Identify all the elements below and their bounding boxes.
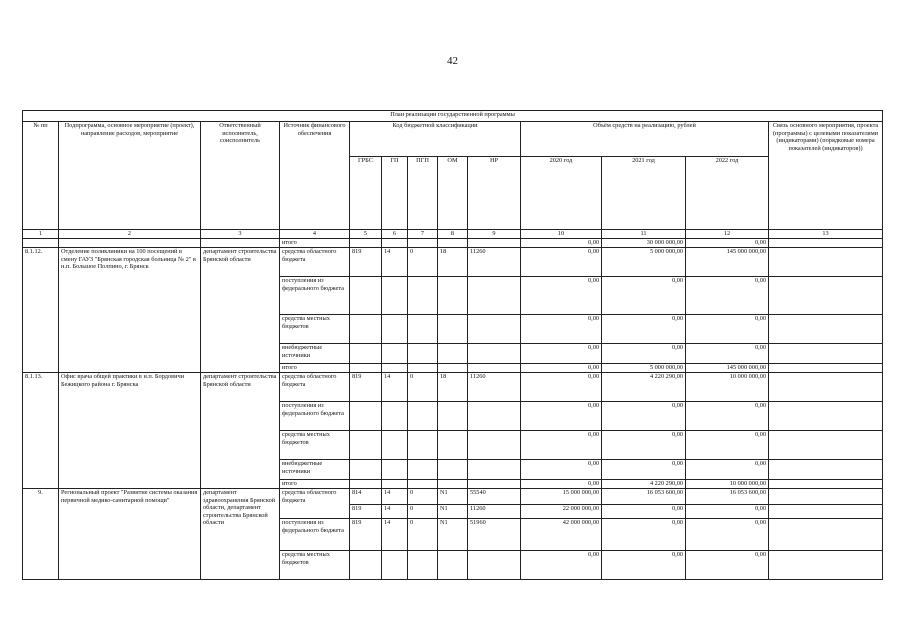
value-2021: 5 000 000,00 bbox=[602, 364, 686, 373]
value-2021: 0,00 bbox=[602, 505, 686, 519]
om-cell: N1 bbox=[438, 519, 468, 551]
value-2022: 0,00 bbox=[686, 551, 769, 580]
value-2020: 0,00 bbox=[521, 551, 602, 580]
value-2022: 0,00 bbox=[686, 315, 769, 344]
value-2020: 42 000 000,00 bbox=[521, 519, 602, 551]
np-cell: 11260 bbox=[468, 248, 521, 277]
gp-cell: 14 bbox=[382, 373, 408, 402]
col-number: 2 bbox=[59, 230, 201, 239]
row-number: 8.1.12. bbox=[23, 248, 59, 373]
grbs-cell: 819 bbox=[350, 248, 382, 277]
col-number: 9 bbox=[468, 230, 521, 239]
value-2021: 0,00 bbox=[602, 551, 686, 580]
value-2020: 0,00 bbox=[521, 460, 602, 480]
gp-cell: 14 bbox=[382, 248, 408, 277]
header-link: Связь основного мероприятия, проекта (программы) с целевыми показателями (индикаторами) (порядковые номера показателей (индикаторов)) bbox=[769, 122, 883, 230]
source-cell: внебюджетные источники bbox=[280, 460, 350, 480]
header-2020: 2020 год bbox=[521, 157, 602, 230]
col-number: 5 bbox=[350, 230, 382, 239]
plan-table-container bbox=[22, 110, 883, 580]
measure-name: Отделение поликлиники на 100 посещений в смену ГАУЗ "Брянская городская больница № 2" в н.п. Большое Полпино, г. Брянск bbox=[59, 248, 201, 373]
grbs-cell: 814 bbox=[350, 489, 382, 505]
value-2022: 0,00 bbox=[686, 505, 769, 519]
om-cell: N1 bbox=[438, 489, 468, 505]
source-cell: поступления из федерального бюджета bbox=[280, 277, 350, 315]
np-cell: 55540 bbox=[468, 489, 521, 505]
value-2021: 4 220 290,00 bbox=[602, 480, 686, 489]
col-number: 8 bbox=[438, 230, 468, 239]
om-cell: 18 bbox=[438, 373, 468, 402]
table-row bbox=[23, 373, 883, 402]
value-2022: 0,00 bbox=[686, 402, 769, 431]
page-number: 42 bbox=[447, 55, 458, 67]
col-number: 12 bbox=[686, 230, 769, 239]
value-2021: 5 000 000,00 bbox=[602, 248, 686, 277]
col-number: 11 bbox=[602, 230, 686, 239]
value-2022: 0,00 bbox=[686, 460, 769, 480]
header-2021: 2021 год bbox=[602, 157, 686, 230]
grbs-cell: 819 bbox=[350, 505, 382, 519]
table-row bbox=[23, 489, 883, 505]
column-numbers-row bbox=[23, 230, 883, 239]
source-cell: итого bbox=[280, 364, 350, 373]
col-number: 1 bbox=[23, 230, 59, 239]
header-budget-code: Код бюджетной классификации bbox=[350, 122, 521, 157]
col-number: 7 bbox=[408, 230, 438, 239]
executor-cell: департамент строительства Брянской области bbox=[201, 373, 280, 489]
col-number: 6 bbox=[382, 230, 408, 239]
value-2020: 0,00 bbox=[521, 373, 602, 402]
value-2021: 30 000 000,00 bbox=[602, 239, 686, 248]
source-cell: поступления из федерального бюджета bbox=[280, 402, 350, 431]
header-grbs: ГРБС bbox=[350, 157, 382, 230]
value-2021: 0,00 bbox=[602, 277, 686, 315]
value-2021: 0,00 bbox=[602, 402, 686, 431]
pgp-cell: 0 bbox=[408, 489, 438, 505]
value-2020: 15 000 000,00 bbox=[521, 489, 602, 505]
header-executor: Ответственный исполнитель, соисполнитель bbox=[201, 122, 280, 230]
header-om: ОМ bbox=[438, 157, 468, 230]
grbs-cell: 819 bbox=[350, 373, 382, 402]
om-cell: 18 bbox=[438, 248, 468, 277]
value-2022: 0,00 bbox=[686, 344, 769, 364]
executor-cell: департамент здравоохранения Брянской области, департамент строительства Брянской области bbox=[201, 489, 280, 580]
source-cell: средства областного бюджета bbox=[280, 489, 350, 519]
source-cell: поступления из федерального бюджета bbox=[280, 519, 350, 551]
gp-cell: 14 bbox=[382, 505, 408, 519]
row-number: 9. bbox=[23, 489, 59, 580]
pgp-cell: 0 bbox=[408, 505, 438, 519]
np-cell: 11260 bbox=[468, 373, 521, 402]
col-number: 10 bbox=[521, 230, 602, 239]
pgp-cell: 0 bbox=[408, 248, 438, 277]
header-2022: 2022 год bbox=[686, 157, 769, 230]
value-2022: 0,00 bbox=[686, 519, 769, 551]
gp-cell: 14 bbox=[382, 489, 408, 505]
header-pgp: ПГП bbox=[408, 157, 438, 230]
value-2020: 0,00 bbox=[521, 431, 602, 460]
pgp-cell: 0 bbox=[408, 519, 438, 551]
gp-cell: 14 bbox=[382, 519, 408, 551]
source-cell: средства местных бюджетов bbox=[280, 315, 350, 344]
pgp-cell: 0 bbox=[408, 373, 438, 402]
value-2020: 0,00 bbox=[521, 277, 602, 315]
header-np: НР bbox=[468, 157, 521, 230]
value-2021: 16 053 600,00 bbox=[602, 489, 686, 505]
source-cell: итого bbox=[280, 480, 350, 489]
value-2022: 0,00 bbox=[686, 431, 769, 460]
col-number: 13 bbox=[769, 230, 883, 239]
value-2021: 0,00 bbox=[602, 431, 686, 460]
col-number: 3 bbox=[201, 230, 280, 239]
measure-name: Региональный проект "Развитие системы оказания первичной медико-санитарной помощи" bbox=[59, 489, 201, 580]
value-2021: 0,00 bbox=[602, 519, 686, 551]
value-2020: 0,00 bbox=[521, 402, 602, 431]
header-volume: Объём средств на реализацию, рублей bbox=[521, 122, 769, 157]
source-cell: средства областного бюджета bbox=[280, 248, 350, 277]
source-cell: внебюджетные источники bbox=[280, 344, 350, 364]
om-cell: N1 bbox=[438, 505, 468, 519]
table-row bbox=[23, 248, 883, 277]
value-2022: 0,00 bbox=[686, 239, 769, 248]
np-cell: 51960 bbox=[468, 519, 521, 551]
grbs-cell: 819 bbox=[350, 519, 382, 551]
header-gp: ГП bbox=[382, 157, 408, 230]
plan-table bbox=[22, 110, 883, 580]
value-2020: 0,00 bbox=[521, 344, 602, 364]
value-2021: 0,00 bbox=[602, 315, 686, 344]
value-2022: 145 000 000,00 bbox=[686, 364, 769, 373]
value-2021: 0,00 bbox=[602, 460, 686, 480]
value-2021: 4 220 290,00 bbox=[602, 373, 686, 402]
row-number: 8.1.13. bbox=[23, 373, 59, 489]
source-cell: средства местных бюджетов bbox=[280, 551, 350, 580]
value-2022: 0,00 bbox=[686, 277, 769, 315]
executor-cell: департамент строительства Брянской области bbox=[201, 248, 280, 373]
source-cell: средства областного бюджета bbox=[280, 373, 350, 402]
value-2021: 0,00 bbox=[602, 344, 686, 364]
value-2022: 16 053 600,00 bbox=[686, 489, 769, 505]
source-cell: итого bbox=[280, 239, 350, 248]
header-num: № пп bbox=[23, 122, 59, 230]
table-row bbox=[23, 239, 883, 248]
col-number: 4 bbox=[280, 230, 350, 239]
value-2020: 0,00 bbox=[521, 248, 602, 277]
value-2020: 0,00 bbox=[521, 315, 602, 344]
np-cell: 11260 bbox=[468, 505, 521, 519]
value-2022: 10 000 000,00 bbox=[686, 480, 769, 489]
table-title: План реализации государственной программы bbox=[23, 111, 883, 122]
measure-name: Офис врача общей практики в н.п. Бордовичи Бежицкого района г. Брянска bbox=[59, 373, 201, 489]
header-subprogram: Подпрограмма, основное мероприятие (проект), направление расходов, мероприятие bbox=[59, 122, 201, 230]
header-source: Источник финансового обеспечения bbox=[280, 122, 350, 230]
value-2020: 0,00 bbox=[521, 480, 602, 489]
source-cell: средства местных бюджетов bbox=[280, 431, 350, 460]
value-2020: 0,00 bbox=[521, 239, 602, 248]
value-2020: 0,00 bbox=[521, 364, 602, 373]
value-2022: 145 000 000,00 bbox=[686, 248, 769, 277]
value-2022: 10 000 000,00 bbox=[686, 373, 769, 402]
value-2020: 22 000 000,00 bbox=[521, 505, 602, 519]
